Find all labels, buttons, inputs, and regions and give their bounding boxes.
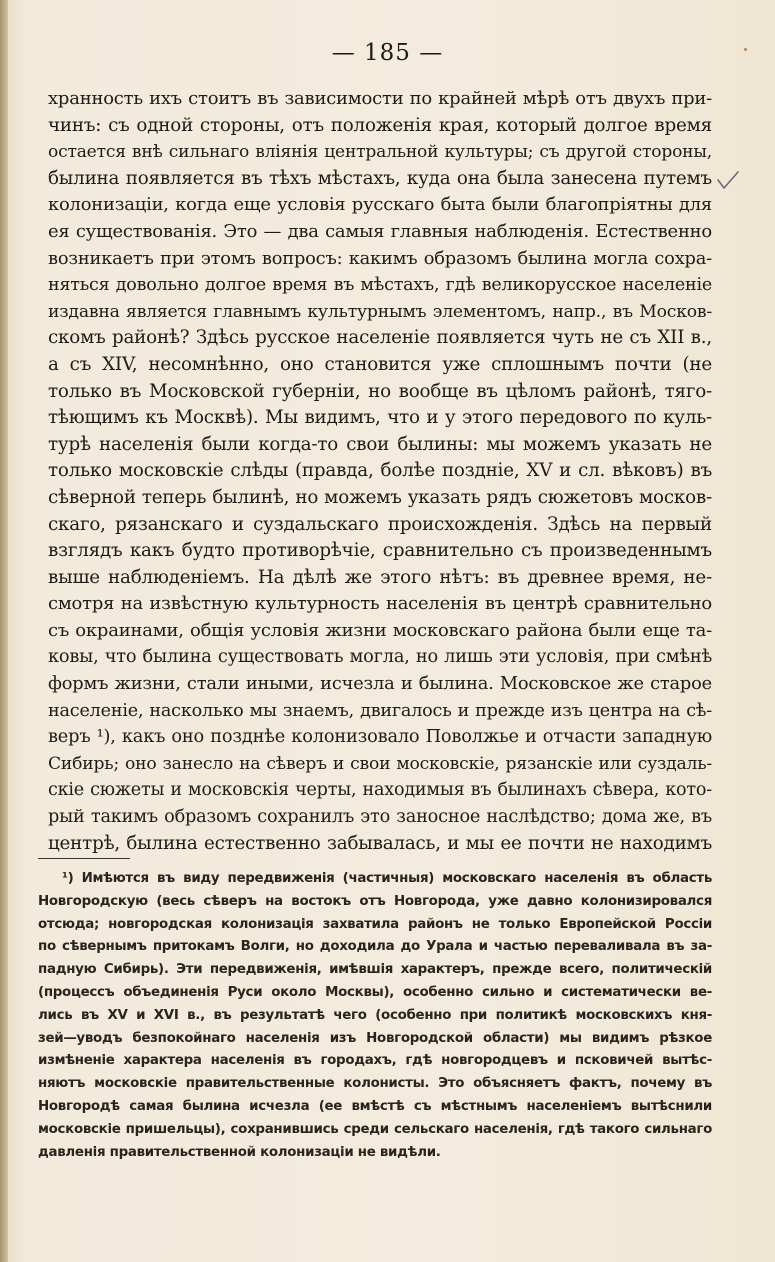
footnote-line: по сѣвернымъ притокамъ Волги, но доходила до Урала и частью переваливала въ за- xyxy=(38,939,712,955)
footnote-line: московскіе пришельцы), сохранившись среди сельскаго населенія, гдѣ такого сильнаго xyxy=(38,1121,712,1137)
body-line: Сибирь; оно занесло на сѣверъ и свои московскіе, рязанскіе или суздаль- xyxy=(48,753,712,774)
footnote-line: измѣненіе характера населенія въ городахъ, гдѣ новгородцевъ и псковичей вытѣс- xyxy=(38,1053,712,1069)
body-text xyxy=(48,86,712,857)
body-line: остается внѣ сильнаго вліянія центральной культуры; съ другой стороны, xyxy=(48,142,712,163)
body-line: скаго, рязанскаго и суздальскаго происхожденія. Здѣсь на первый xyxy=(48,513,712,535)
body-line: центрѣ, былина естественно забывалась, и мы ее почти не находимъ xyxy=(48,832,712,854)
body-line: возникаетъ при этомъ вопросъ: какимъ образомъ былина могла сохра- xyxy=(48,247,712,269)
body-line: скомъ районѣ? Здѣсь русское населеніе появляется чуть не съ XII в., xyxy=(48,327,712,349)
body-line: хранность ихъ стоитъ въ зависимости по крайней мѣрѣ отъ двухъ при- xyxy=(48,88,712,109)
footnote-line: давленія правительственной колонизаціи не видѣли. xyxy=(38,1144,441,1160)
footnote-line: няютъ московскіе правительственные колонисты. Это объясняетъ фактъ, почему въ xyxy=(38,1076,712,1092)
body-line: колонизаціи, когда еще условія русскаго быта были благопріятны для xyxy=(48,194,712,216)
body-line: формъ жизни, стали иными, исчезла и былина. Московское же старое xyxy=(48,673,712,695)
page-number: — 185 — xyxy=(331,40,444,66)
footnotes xyxy=(38,868,712,1164)
body-line: выше наблюденіемъ. На дѣлѣ же этого нѣтъ: въ древнее время, не- xyxy=(48,566,712,588)
body-line: только московскіе слѣды (правда, болѣе поздніе, XV и сл. вѣковъ) въ xyxy=(48,460,712,482)
body-line: тѣющимъ къ Москвѣ). Мы видимъ, что и у этого передового по куль- xyxy=(48,407,712,429)
body-line: веръ ¹), какъ оно позднѣе колонизовало Поволжье и отчасти западную xyxy=(48,726,712,748)
body-line: рый такимъ образомъ сохранилъ это заносное наслѣдство; дома же, въ xyxy=(48,807,712,828)
body-line: населеніе, насколько мы знаемъ, двигалось и прежде изъ центра на сѣ- xyxy=(48,700,712,721)
body-line: скіе сюжеты и московскія черты, находимыя въ былинахъ сѣвера, кото- xyxy=(48,780,712,801)
footnote-line: лись въ XV и XVI в., въ результатѣ чего (особенно при политикѣ московскихъ кня- xyxy=(38,1007,712,1023)
body-line: а съ XIV, несомнѣнно, оно становится уже сплошнымъ почти (не xyxy=(48,353,712,375)
body-line: съ окраинами, общія условія жизни московскаго района были еще та- xyxy=(48,619,712,641)
body-line: взглядъ какъ будто противорѣчіе, сравнительно съ произведеннымъ xyxy=(48,540,712,562)
body-line: только въ Московской губерніи, но вообще въ цѣломъ районѣ, тяго- xyxy=(48,380,712,402)
footnote-line: Новгородскую (весь сѣверъ на востокъ отъ Новгорода, уже давно колонизировался xyxy=(38,893,712,909)
footnote-line: отсюда; новгородская колонизація захватила районъ не только Европейской Россіи xyxy=(38,916,712,932)
footnote-divider xyxy=(38,858,130,859)
body-line: сѣверной теперь былинѣ, но можемъ указать рядъ сюжетовъ москов- xyxy=(48,486,712,508)
footnote-line: падную Сибирь). Эти передвиженія, имѣвшія характеръ, прежде всего, политическій xyxy=(38,962,712,978)
footnote-line: ¹) Имѣются въ виду передвиженія (частичныя) московскаго населенія въ область xyxy=(62,871,712,886)
body-line: ковы, что былина существовать могла, но лишь эти условія, при смѣнѣ xyxy=(48,647,712,668)
body-line: смотря на извѣстную культурность населенія въ центрѣ сравнительно xyxy=(48,593,712,615)
body-line: ея существованія. Это — два самыя главныя наблюденія. Естественно xyxy=(48,220,712,242)
page-binding-edge xyxy=(0,0,8,1262)
footnote-line: зей—уводъ безпокойнаго населенія изъ Новгородской области) мы видимъ рѣзкое xyxy=(38,1030,712,1046)
body-line: турѣ населенія были когда-то свои былины: мы можемъ указать не xyxy=(48,433,712,455)
body-line: чинъ: съ одной стороны, отъ положенія края, который долгое время xyxy=(48,114,712,136)
footnote-line: (процессъ объединенія Руси около Москвы), особенно сильно и систематически ве- xyxy=(38,984,712,1000)
pencil-check-mark xyxy=(716,170,740,192)
footnote-line: Новгородѣ самая былина исчезла (ее вмѣстѣ съ мѣстнымъ населеніемъ вытѣснили xyxy=(38,1098,712,1114)
body-line: няться довольно долгое время въ мѣстахъ, гдѣ великорусское населеніе xyxy=(48,275,712,296)
body-line: издавна является главнымъ культурнымъ элементомъ, напр., въ Москов- xyxy=(48,301,712,322)
body-line: былина появляется въ тѣхъ мѣстахъ, куда она была занесена путемъ xyxy=(48,167,712,189)
